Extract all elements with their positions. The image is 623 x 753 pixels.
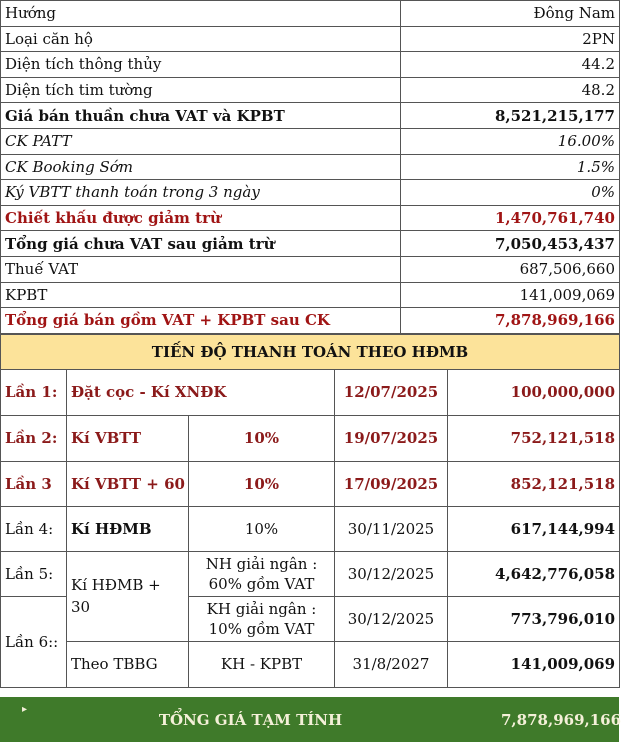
info-value: Đông Nam [401, 1, 620, 27]
payment-row-3 [1, 461, 620, 506]
payment-row-7 [1, 641, 620, 687]
flag-icon: ▸ [22, 704, 28, 715]
info-row [1, 1, 620, 27]
info-value: 0% [401, 180, 620, 206]
info-value: 7,878,969,166 [401, 308, 620, 334]
info-value: 44.2 [401, 52, 620, 78]
info-value: 1,470,761,740 [401, 205, 620, 231]
amount-cell: 4,642,776,058 [448, 551, 620, 596]
date-cell: 30/12/2025 [335, 551, 448, 596]
info-label: Tổng giá bán gồm VAT + KPBT sau CK [1, 308, 401, 334]
info-row [1, 308, 620, 334]
amount-cell: 141,009,069 [448, 641, 620, 687]
info-row [1, 52, 620, 78]
stage-cell: Lần 1: [1, 369, 67, 415]
info-label: Ký VBTT thanh toán trong 3 ngày [1, 180, 401, 206]
amount-cell: 852,121,518 [448, 461, 620, 506]
info-value: 1.5% [401, 154, 620, 180]
date-cell: 30/12/2025 [335, 596, 448, 641]
stage-cell: Lần 3 [1, 461, 67, 506]
pct-cell: 10% [189, 461, 335, 506]
payment-row-5 [1, 551, 620, 596]
pct-cell: 10% [189, 415, 335, 461]
amount-cell: 752,121,518 [448, 415, 620, 461]
stage-cell: Lần 5: [1, 551, 67, 596]
price-info-table [0, 0, 620, 334]
date-cell: 17/09/2025 [335, 461, 448, 506]
footer-title: TỔNG GIÁ TẠM TÍNH [158, 710, 343, 729]
stage-cell: Lần 6:: [1, 596, 67, 687]
info-row [1, 205, 620, 231]
desc-cell: Kí VBTT [67, 415, 189, 461]
info-label: KPBT [1, 282, 401, 308]
date-cell: 30/11/2025 [335, 506, 448, 551]
payment-row-1 [1, 369, 620, 415]
amount-cell: 100,000,000 [448, 369, 620, 415]
amount-cell: 773,796,010 [448, 596, 620, 641]
info-label: Loại căn hộ [1, 26, 401, 52]
date-cell: 12/07/2025 [335, 369, 448, 415]
info-value: 7,050,453,437 [401, 231, 620, 257]
info-label: Chiết khấu được giảm trừ [1, 205, 401, 231]
total-footer [0, 697, 622, 742]
pct-cell: NH giải ngân : 60% gồm VAT [189, 551, 335, 596]
info-value: 2PN [401, 26, 620, 52]
info-row [1, 26, 620, 52]
desc-cell: Kí HĐMB [67, 506, 189, 551]
desc-cell: Đặt cọc - Kí XNĐK [67, 369, 335, 415]
desc-cell: Kí HĐMB + 30 [67, 551, 189, 641]
info-row [1, 180, 620, 206]
stage-cell: Lần 4: [1, 506, 67, 551]
info-label: CK PATT [1, 128, 401, 154]
info-row [1, 231, 620, 257]
info-value: 16.00% [401, 128, 620, 154]
info-label: Tổng giá chưa VAT sau giảm trừ [1, 231, 401, 257]
info-value: 48.2 [401, 77, 620, 103]
info-row [1, 154, 620, 180]
info-label: CK Booking Sớm [1, 154, 401, 180]
pct-cell: 10% [189, 506, 335, 551]
info-row [1, 128, 620, 154]
info-value: 141,009,069 [401, 282, 620, 308]
info-value: 687,506,660 [401, 256, 620, 282]
info-value: 8,521,215,177 [401, 103, 620, 129]
schedule-title: TIẾN ĐỘ THANH TOÁN THEO HĐMB [1, 334, 620, 369]
date-cell: 19/07/2025 [335, 415, 448, 461]
stage-cell: Lần 2: [1, 415, 67, 461]
info-row [1, 282, 620, 308]
date-cell: 31/8/2027 [335, 641, 448, 687]
info-row [1, 103, 620, 129]
info-label: Diện tích tim tường [1, 77, 401, 103]
pct-cell: KH - KPBT [189, 641, 335, 687]
payment-schedule-table [0, 334, 620, 688]
info-label: Thuế VAT [1, 256, 401, 282]
desc-cell: Kí VBTT + 60 [67, 461, 189, 506]
desc-cell: Theo TBBG [67, 641, 189, 687]
info-row [1, 77, 620, 103]
info-row [1, 256, 620, 282]
info-label: Giá bán thuần chưa VAT và KPBT [1, 103, 401, 129]
payment-row-4 [1, 506, 620, 551]
info-label: Hướng [1, 1, 401, 27]
payment-row-2 [1, 415, 620, 461]
amount-cell: 617,144,994 [448, 506, 620, 551]
info-label: Diện tích thông thủy [1, 52, 401, 78]
footer-value: 7,878,969,166 [501, 710, 622, 729]
pct-cell: KH giải ngân : 10% gồm VAT [189, 596, 335, 641]
